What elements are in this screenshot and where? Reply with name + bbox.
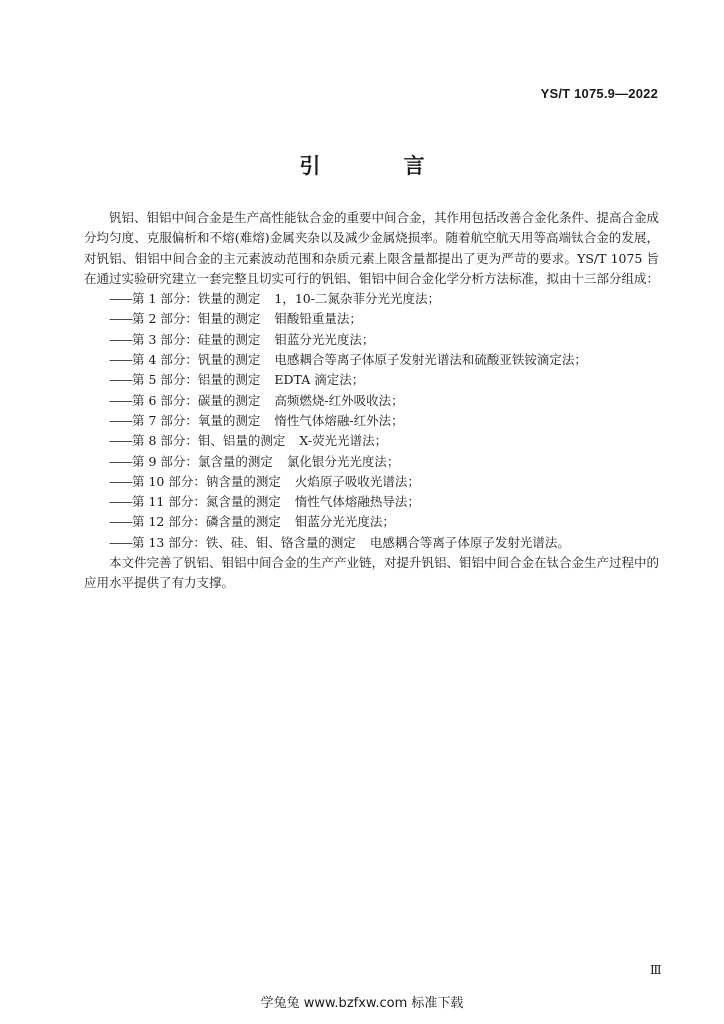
part-method: 火焰原子吸收光谱法； — [294, 473, 420, 489]
page-title: 引 言 — [299, 153, 463, 178]
list-item — [84, 452, 659, 472]
list-item-dash: —— — [109, 352, 132, 368]
list-item — [84, 472, 659, 492]
part-name: 第 4 部分：钒量的测定 — [132, 352, 261, 368]
part-name: 第 6 部分：碳量的测定 — [132, 392, 261, 408]
part-method: 惰性气体熔融-红外法； — [274, 412, 404, 428]
part-name: 第 8 部分：钼、铝量的测定 — [132, 433, 286, 449]
list-item — [84, 431, 659, 451]
list-item — [84, 492, 659, 512]
list-item-dash: —— — [109, 311, 132, 327]
part-method: 氯化银分光光度法； — [286, 453, 400, 469]
list-item-dash: —— — [109, 494, 132, 510]
list-item — [84, 533, 659, 553]
part-method: 高频燃烧-红外吸收法； — [274, 392, 404, 408]
list-item-dash: —— — [109, 473, 132, 489]
part-name: 第 2 部分：钼量的测定 — [132, 311, 261, 327]
part-name: 第 7 部分：氧量的测定 — [132, 412, 261, 428]
part-method: EDTA 滴定法； — [274, 372, 365, 388]
part-name: 第 10 部分：钠含量的测定 — [132, 473, 281, 489]
list-item — [84, 391, 659, 411]
footer-watermark[interactable]: 学兔兔 www.bzfxw.com 标准下载 — [260, 996, 464, 1011]
document-body — [84, 208, 659, 594]
list-item-dash: —— — [109, 412, 132, 428]
closing-paragraph: 本文件完善了钒铝、钼铝中间合金的生产产业链，对提升钒铝、钼铝中间合金在钛合金生产过程中的应用水平提供了有力支撑。 — [84, 555, 660, 591]
list-item — [84, 289, 659, 309]
list-item-dash: —— — [109, 372, 132, 388]
list-item — [84, 330, 659, 350]
list-item-dash: —— — [109, 331, 132, 347]
list-item-dash: —— — [109, 514, 132, 530]
standard-number: YS/T 1075.9—2022 — [540, 86, 658, 101]
intro-paragraph: 钒铝、钼铝中间合金是生产高性能钛合金的重要中间合金，其作用包括改善合金化条件、提高合金成分均匀度、克服偏析和不熔(难熔)金属夹杂以及减少金属烧损率。随着航空航天用等高端钛合金的发展，对钒铝、钼铝中间合金的主元素波动范围和杂质元素上限含量都提出了更为严苛的要求。YS/T 1075 旨在通过实验研究建立一套完整且切实可行的钒铝、钼铝中间合金化学分析方法标准，拟由十三部分组成： — [84, 210, 660, 286]
page-number: Ⅲ — [650, 963, 662, 977]
part-method: 电感耦合等离子体原子发射光谱法和硫酸亚铁铵滴定法； — [274, 352, 587, 368]
part-name: 第 12 部分：磷含量的测定 — [132, 514, 281, 530]
part-name: 第 9 部分：氯含量的测定 — [132, 453, 273, 469]
list-item-dash: —— — [109, 433, 132, 449]
part-name: 第 3 部分：硅量的测定 — [132, 331, 261, 347]
list-item-dash: —— — [109, 534, 132, 550]
list-item — [84, 370, 659, 390]
list-item — [84, 309, 659, 329]
part-method: 钼蓝分光光度法； — [294, 514, 395, 530]
part-method: X-荧光光谱法； — [299, 433, 388, 449]
part-method: 钼酸铅重量法； — [274, 311, 362, 327]
part-name: 第 11 部分：氮含量的测定 — [132, 494, 281, 510]
part-name: 第 1 部分：铁量的测定 — [132, 291, 261, 307]
part-method: 1，10-二氮杂菲分光光度法； — [274, 291, 440, 307]
list-item-dash: —— — [109, 291, 132, 307]
list-item — [84, 350, 659, 370]
list-item-dash: —— — [109, 392, 132, 408]
part-method: 电感耦合等离子体原子发射光谱法。 — [369, 534, 570, 550]
list-item — [84, 411, 659, 431]
part-method: 惰性气体熔融热导法； — [294, 494, 420, 510]
part-method: 钼蓝分光光度法； — [274, 331, 375, 347]
list-item — [84, 512, 659, 532]
part-name: 第 13 部分：铁、硅、钼、铬含量的测定 — [132, 534, 356, 550]
list-item-dash: —— — [109, 453, 132, 469]
part-name: 第 5 部分：铝量的测定 — [132, 372, 261, 388]
parts-list — [84, 289, 659, 553]
